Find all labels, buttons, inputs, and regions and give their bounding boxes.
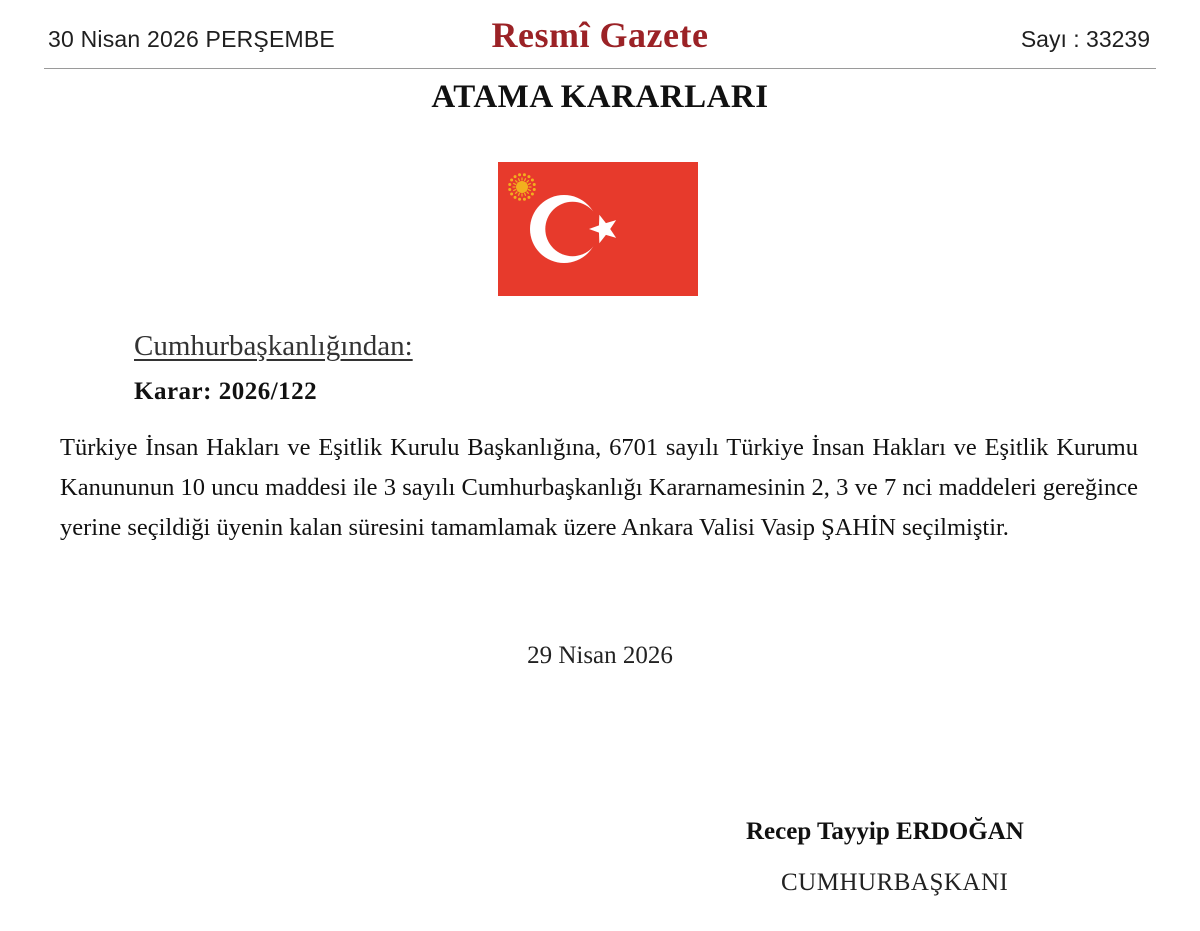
emblem-star <box>510 192 513 195</box>
emblem-star <box>523 198 526 201</box>
emblem-star <box>508 183 511 186</box>
emblem-star <box>514 196 517 199</box>
decision-text: Türkiye İnsan Hakları ve Eşitlik Kurulu Başkanlığına, 6701 sayılı Türkiye İnsan Hakları ve Eşitlik Kurumu Kanununun 10 uncu maddesi ile 3 sayılı Cumhurbaşkanlığı Kararnamesinin 2, 3 ve 7 nci maddeleri gereğince yerine seçildiği üyenin kalan süresini tamamlamak üzere Ankara Valisi Vasip ŞAHİN seçilmiştir. <box>60 434 1138 541</box>
issue-number: Sayı : 33239 <box>1020 26 1150 52</box>
issuing-authority: Cumhurbaşkanlığından: <box>134 330 413 362</box>
decision-date: 29 Nisan 2026 <box>527 642 673 669</box>
emblem-star <box>508 188 511 191</box>
gazette-title: Resmî Gazete <box>491 15 709 55</box>
gazette-header <box>44 14 1156 69</box>
emblem-star <box>514 175 517 178</box>
turkish-flag-icon <box>498 162 698 296</box>
decision-number: Karar: 2026/122 <box>134 378 318 405</box>
signer-title: CUMHURBAŞKANI <box>781 869 1009 896</box>
emblem-star <box>533 188 536 191</box>
emblem-star <box>533 183 536 186</box>
emblem-star <box>510 179 513 182</box>
emblem-star <box>531 179 534 182</box>
emblem-star <box>518 198 521 201</box>
section-title: ATAMA KARARLARI <box>431 79 769 115</box>
emblem-star <box>531 192 534 195</box>
emblem-star <box>527 175 530 178</box>
emblem-star <box>518 173 521 176</box>
emblem-star <box>527 196 530 199</box>
emblem-star <box>523 173 526 176</box>
signer-name: Recep Tayyip ERDOĞAN <box>746 818 1024 845</box>
header-date: 30 Nisan 2026 PERŞEMBE <box>48 26 335 52</box>
emblem-sun <box>516 181 528 193</box>
